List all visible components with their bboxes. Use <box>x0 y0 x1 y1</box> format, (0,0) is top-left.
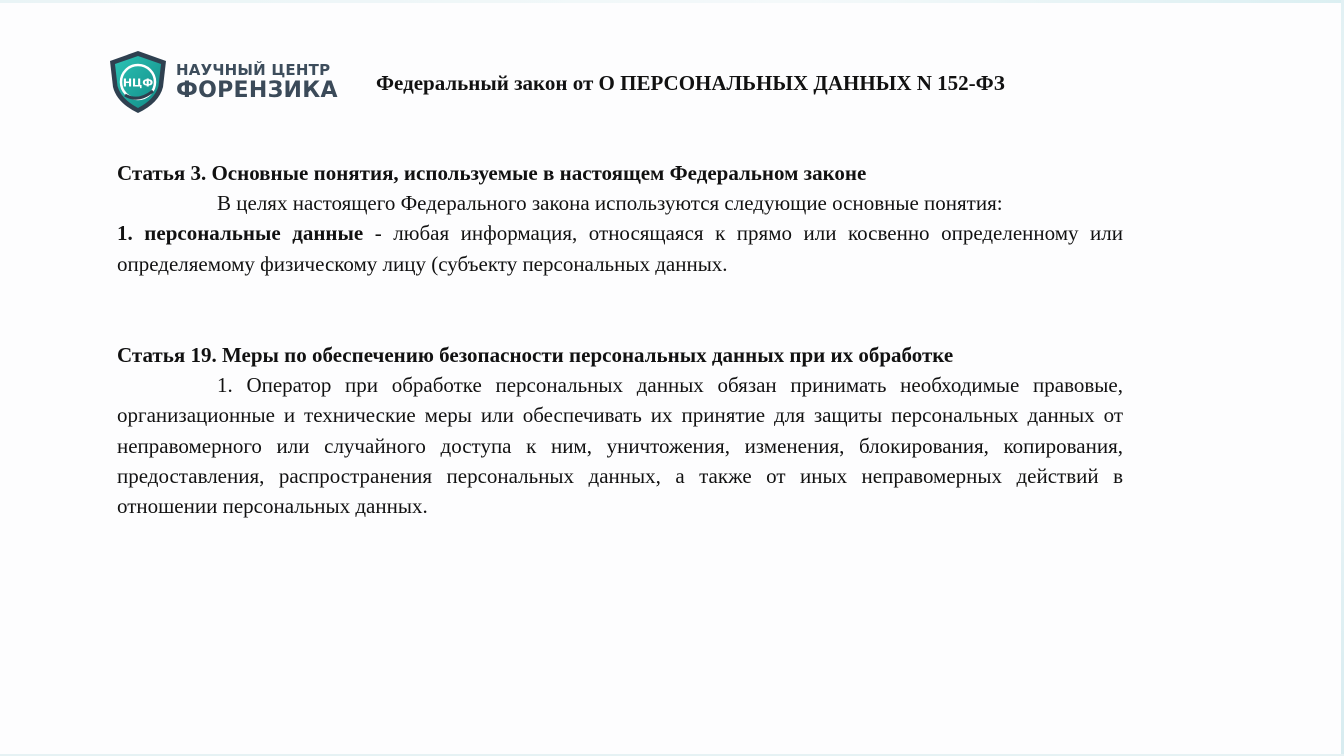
article-19 <box>117 340 1123 521</box>
logo-emblem-text: НЦФ <box>122 76 154 90</box>
document-title: Федеральный закон от О ПЕРСОНАЛЬНЫХ ДАННЫХ N 152-ФЗ <box>376 71 1005 95</box>
logo-line-1: НАУЧНЫЙ ЦЕНТР <box>176 60 331 79</box>
definition-personal-data <box>117 218 1123 278</box>
article-3-heading: Статья 3. Основные понятия, используемые в настоящем Федеральном законе <box>117 161 867 185</box>
definition-separator: - <box>363 221 394 246</box>
article-19-heading: Статья 19. Меры по обеспечению безопасности персональных данных при их обработке <box>117 343 954 367</box>
definition-text: любая информация, относящаяся к прямо или косвенно определенному или определяемому физическому лицу (субъекту персональных данных. <box>117 221 1124 276</box>
article-3 <box>117 158 1123 279</box>
definition-term: 1. персональные данные <box>117 221 364 246</box>
logo-line-2: ФОРЕНЗИКА <box>176 77 338 103</box>
article-19-paragraph: 1. Оператор при обработке персональных данных обязан принимать необходимые правовые, организационные и технические меры или обеспечивать их принятие для защиты персональных данных от неправомерного или случайного доступа к ним, уничтожения, изменения, блокирования, копирования, предоставления, распространения персональных данных, а также от иных неправомерных действий в отношении персональных данных. <box>117 373 1123 519</box>
shield-logo-icon <box>105 49 171 115</box>
article-3-intro: В целях настоящего Федерального закона используются следующие основные понятия: <box>217 191 1003 216</box>
logo-text <box>176 60 338 103</box>
top-edge <box>0 0 1344 3</box>
logo <box>105 48 355 116</box>
